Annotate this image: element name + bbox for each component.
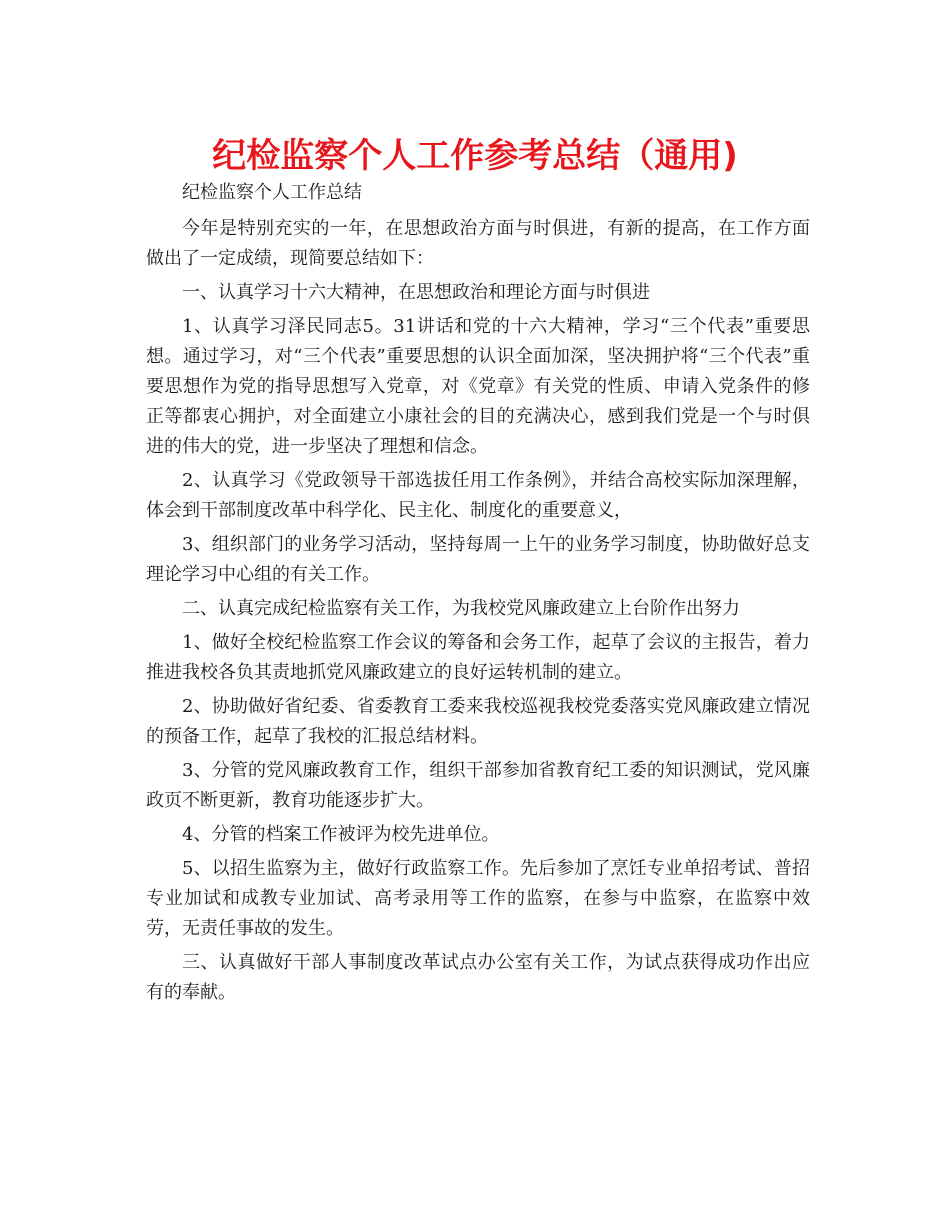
paragraph-2-2: 2、协助做好省纪委、省委教育工委来我校巡视我校党委落实党风廉政建立情况的预备工作，起草了我校的汇报总结材料。 xyxy=(146,696,810,747)
paragraph-1-3: 3、组织部门的业务学习活动，坚持每周一上午的业务学习制度，协助做好总支理论学习中心组的有关工作。 xyxy=(146,534,810,585)
paragraph-1-2: 2、认真学习《党政领导干部选拔任用工作条例》，并结合高校实际加深理解，体会到干部制度改革中科学化、民主化、制度化的重要意义， xyxy=(146,470,810,521)
document-subtitle: 纪检监察个人工作总结 xyxy=(182,182,362,203)
section-heading-1: 一、认真学习十六大精神，在思想政治和理论方面与时俱进 xyxy=(182,282,650,303)
paragraph-1-1: 1、认真学习泽民同志5。31讲话和党的十六大精神，学习“三个代表”重要思想。通过学习，对“三个代表”重要思想的认识全面加深，坚决拥护将“三个代表”重要思想作为党的指导思想写入党章，对《党章》有关党的性质、申请入党条件的修正等都衷心拥护，对全面建立小康社会的目的充满决心，感到我们党是一个与时俱进的伟大的党，进一步坚决了理想和信念。 xyxy=(146,316,810,457)
paragraph-2-1: 1、做好全校纪检监察工作会议的筹备和会务工作，起草了会议的主报告，着力推进我校各负其责地抓党风廉政建立的良好运转机制的建立。 xyxy=(146,632,810,683)
section-heading-2: 二、认真完成纪检监察有关工作，为我校党风廉政建立上台阶作出努力 xyxy=(182,598,740,619)
paragraph-2-5: 5、以招生监察为主，做好行政监察工作。先后参加了烹饪专业单招考试、普招专业加试和成教专业加试、高考录用等工作的监察，在参与中监察，在监察中效劳，无责任事故的发生。 xyxy=(146,858,810,939)
paragraph-intro: 今年是特别充实的一年，在思想政治方面与时俱进，有新的提高，在工作方面做出了一定成绩，现简要总结如下： xyxy=(146,218,810,269)
document-title: 纪检监察个人工作参考总结（通用) xyxy=(212,136,738,176)
section-heading-3: 三、认真做好干部人事制度改革试点办公室有关工作，为试点获得成功作出应有的奉献。 xyxy=(146,952,810,1003)
document-body xyxy=(146,178,810,1012)
paragraph-2-4: 4、分管的档案工作被评为校先进单位。 xyxy=(182,824,500,845)
paragraph-2-3: 3、分管的党风廉政教育工作，组织干部参加省教育纪工委的知识测试，党风廉政页不断更新，教育功能逐步扩大。 xyxy=(146,760,810,811)
